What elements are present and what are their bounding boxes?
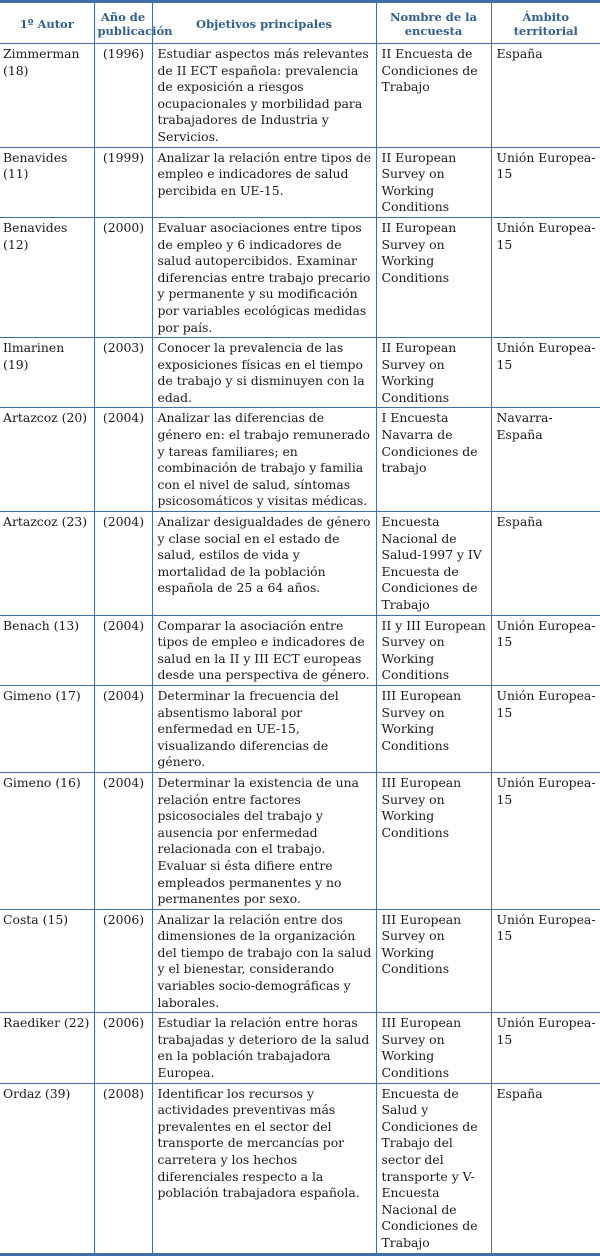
cell-year: (2003): [94, 338, 152, 408]
cell-scope: Unión Europea-15: [491, 909, 600, 1013]
table-row: [0, 338, 600, 408]
cell-year: (2004): [94, 408, 152, 512]
table-row: [0, 147, 600, 217]
cell-survey: II European Survey on Working Conditions: [376, 217, 491, 337]
cell-year: (2006): [94, 1013, 152, 1083]
table-row: [0, 772, 600, 909]
cell-year: (2004): [94, 685, 152, 772]
cell-author: Gimeno (16): [0, 772, 94, 909]
cell-year: (2004): [94, 772, 152, 909]
header-survey: Nombre de la encuesta: [376, 2, 491, 44]
cell-scope: Unión Europea-15: [491, 217, 600, 337]
header-row: [0, 2, 600, 44]
cell-objectives: Identificar los recursos y actividades preventivas más prevalentes en el sector del transporte de mercancías por carretera y los hechos diferenciales respecto a la población trabajadora española.: [152, 1083, 376, 1254]
cell-year: (2006): [94, 909, 152, 1013]
header-scope: Ámbito territorial: [491, 2, 600, 44]
cell-objectives: Analizar las diferencias de género en: el trabajo remunerado y tareas familiares; en combinación de trabajo y familia con el nivel de salud, síntomas psicosomáticos y visitas médicas.: [152, 408, 376, 512]
table-row: [0, 909, 600, 1013]
cell-survey: III European Survey on Working Conditions: [376, 772, 491, 909]
cell-year: (2000): [94, 217, 152, 337]
cell-author: Benavides (12): [0, 217, 94, 337]
cell-objectives: Estudiar la relación entre horas trabajadas y deterioro de la salud en la población trabajadora Europea.: [152, 1013, 376, 1083]
table-row: [0, 512, 600, 616]
cell-author: Ordaz (39): [0, 1083, 94, 1254]
cell-objectives: Estudiar aspectos más relevantes de II ECT española: prevalencia de exposición a riesgos ocupacionales y morbilidad para trabajadores de Industria y Servicios.: [152, 44, 376, 148]
cell-author: Costa (15): [0, 909, 94, 1013]
cell-survey: III European Survey on Working Conditions: [376, 909, 491, 1013]
cell-survey: II y III European Survey on Working Conditions: [376, 615, 491, 685]
cell-author: Raediker (22): [0, 1013, 94, 1083]
cell-survey: II Encuesta de Condiciones de Trabajo: [376, 44, 491, 148]
table-row: [0, 1013, 600, 1083]
cell-survey: Encuesta Nacional de Salud-1997 y IV Encuesta de Condiciones de Trabajo: [376, 512, 491, 616]
cell-objectives: Determinar la frecuencia del absentismo laboral por enfermedad en UE-15, visualizando diferencias de género.: [152, 685, 376, 772]
cell-year: (1999): [94, 147, 152, 217]
cell-scope: Unión Europea-15: [491, 772, 600, 909]
cell-author: Artazcoz (23): [0, 512, 94, 616]
table-row: [0, 408, 600, 512]
cell-scope: Unión Europea-15: [491, 615, 600, 685]
cell-objectives: Determinar la existencia de una relación entre factores psicosociales del trabajo y ausencia por enfermedad relacionada con el trabajo. Evaluar si ésta difiere entre empleados permanentes y no permanentes por sexo.: [152, 772, 376, 909]
cell-survey: Encuesta de Salud y Condiciones de Trabajo del sector del transporte y V-Encuesta Nacional de Condiciones de Trabajo: [376, 1083, 491, 1254]
cell-objectives: Analizar desigualdades de género y clase social en el estado de salud, estilos de vida y mortalidad de la población española de 25 a 64 años.: [152, 512, 376, 616]
cell-author: Ilmarinen (19): [0, 338, 94, 408]
table-row: [0, 217, 600, 337]
table-header: [0, 2, 600, 44]
cell-year: (1996): [94, 44, 152, 148]
table-row: [0, 615, 600, 685]
cell-objectives: Comparar la asociación entre tipos de empleo e indicadores de salud en la II y III ECT europeas desde una perspectiva de género.: [152, 615, 376, 685]
table-body: [0, 44, 600, 1255]
cell-scope: Navarra-España: [491, 408, 600, 512]
cell-survey: II European Survey on Working Conditions: [376, 338, 491, 408]
cell-scope: España: [491, 44, 600, 148]
cell-year: (2004): [94, 512, 152, 616]
header-year: Año de publicación: [94, 2, 152, 44]
cell-author: Gimeno (17): [0, 685, 94, 772]
cell-scope: España: [491, 1083, 600, 1254]
cell-objectives: Evaluar asociaciones entre tipos de empleo y 6 indicadores de salud autopercibidos. Examinar diferencias entre trabajo precario y permanente y su modificación por variables ecológicas medidas por país.: [152, 217, 376, 337]
cell-survey: III European Survey on Working Conditions: [376, 1013, 491, 1083]
cell-objectives: Analizar la relación entre dos dimensiones de la organización del tiempo de trabajo con la salud y el bienestar, considerando variables socio-demográficas y laborales.: [152, 909, 376, 1013]
table-row: [0, 44, 600, 148]
cell-scope: Unión Europea-15: [491, 147, 600, 217]
cell-author: Benach (13): [0, 615, 94, 685]
cell-scope: España: [491, 512, 600, 616]
cell-survey: III European Survey on Working Conditions: [376, 685, 491, 772]
table-row: [0, 1083, 600, 1254]
cell-survey: II European Survey on Working Conditions: [376, 147, 491, 217]
cell-scope: Unión Europea-15: [491, 1013, 600, 1083]
cell-year: (2004): [94, 615, 152, 685]
cell-author: Artazcoz (20): [0, 408, 94, 512]
header-author: 1º Autor: [0, 2, 94, 44]
cell-scope: Unión Europea-15: [491, 338, 600, 408]
header-objectives: Objetivos principales: [152, 2, 376, 44]
cell-year: (2008): [94, 1083, 152, 1254]
cell-author: Zimmerman (18): [0, 44, 94, 148]
cell-scope: Unión Europea-15: [491, 685, 600, 772]
cell-objectives: Conocer la prevalencia de las exposiciones físicas en el tiempo de trabajo y si disminuyen con la edad.: [152, 338, 376, 408]
cell-objectives: Analizar la relación entre tipos de empleo e indicadores de salud percibida en UE-15.: [152, 147, 376, 217]
table-row: [0, 685, 600, 772]
cell-survey: I Encuesta Navarra de Condiciones de trabajo: [376, 408, 491, 512]
cell-author: Benavides (11): [0, 147, 94, 217]
